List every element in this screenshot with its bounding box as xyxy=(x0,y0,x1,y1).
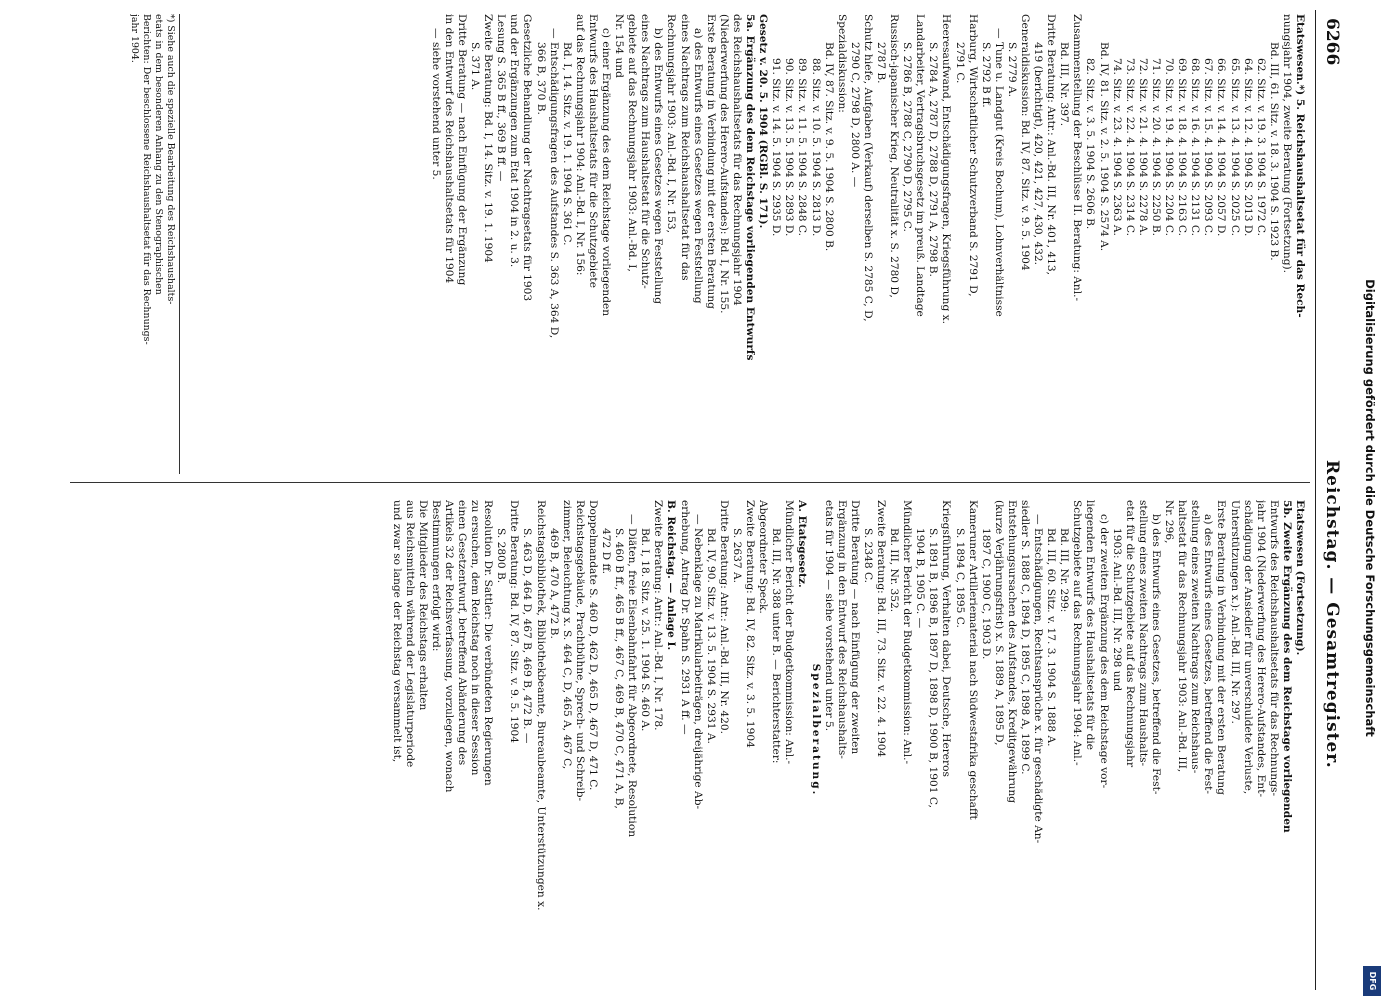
right-column-line: Entwurfs des Reichshaushaltsetats für das Rechnungs- xyxy=(1267,500,1280,797)
right-column-line: Etatswesen (Fortsetzung). xyxy=(1294,500,1306,656)
left-column-line: 2790 C, 2798 D, 2800 A. — xyxy=(848,42,861,188)
left-column-line: Gesetzliche Behandlung der Nachtragsetats für 1903 xyxy=(521,14,534,302)
left-column-line: 71. Sitz. v. 20. 4. 1904 S. 2250 B. xyxy=(1149,58,1162,237)
left-column-line: S. 2786 B, 2788 C, 2790 D, 2795 C. xyxy=(901,42,914,232)
right-column-line: Bd. III, Nr. 352. xyxy=(888,528,901,613)
left-column-line: Lesung S. 365 B ff., 369 B ff. — xyxy=(495,14,508,182)
left-column-line: Bd. IV, 87. Sitz. v. 9. 5. 1904 S. 2800 B. xyxy=(822,42,835,252)
credit-text: Digitalisierung gefördert durch die Deutsche Forschungsgemeinschaft xyxy=(1363,279,1377,737)
right-column-line: Entstehungsursachen des Aufstandes, Kreditgewährung xyxy=(1005,500,1018,804)
left-column-line: in den Entwurf des Reichshaushaltsetats für 1904 xyxy=(442,14,455,284)
left-column-line: nungsjahr 1904, zweite Beratung (Fortsetzung). xyxy=(1280,14,1293,273)
left-column xyxy=(429,14,1306,474)
right-column-line: einen Gesetzentwurf, betreffend Abänderung des xyxy=(456,500,468,766)
right-column-line: 5b. Zweite Ergänzung des dem Reichstage vorliegenden xyxy=(1280,500,1293,833)
right-column-line: Spezialberatung. xyxy=(809,663,822,797)
column-divider xyxy=(70,482,1310,483)
right-column-line: Zweite Beratung: Bd. III, 73. Sitz. v. 22. 4. 1904 xyxy=(875,500,887,758)
right-column-line: und zwar so lange der Reichstag versammelt ist, xyxy=(390,500,403,763)
right-column-line: A. Etatsgesetz. xyxy=(796,500,809,588)
left-column-line: S. 2779 A. xyxy=(1005,42,1018,97)
right-column-line: Kriegsführung, Verhalten dabei, Deutsche, Hereros xyxy=(940,500,953,777)
right-column-line: (kurze Verjährungsfrist) x. S. 1889 A, 1895 D, xyxy=(992,500,1005,746)
left-column-line: Schutz hiefe, Aufgaben (Verkauf) derselben S. 2785 C, D, xyxy=(861,14,874,322)
left-column-line: b) des Entwurfs eines Gesetzes wegen Feststellung xyxy=(652,28,665,305)
right-column-line: Abgeordneter Speck. xyxy=(757,500,770,614)
right-column-line: Bd. IV, 90. Sitz. v. 13. 5. 1904 S. 2931 A. xyxy=(704,528,717,744)
left-column-line: 91. Sitz. v. 14. 5. 1904 S. 2935 D. xyxy=(770,58,783,237)
right-column-line: etat für die Schutzgebiete auf das Rechnungsjahr xyxy=(1123,500,1136,768)
right-column-line: Ergänzung in den Entwurf des Reichshaushalts- xyxy=(835,500,848,759)
right-column-line: siedler S. 1888 C, 1894 D, 1895 C, 1898 A, 1899 C. xyxy=(1019,500,1032,775)
left-column-line: 90. Sitz. v. 13. 5. 1904 S. 2893 D. xyxy=(783,58,796,237)
left-column-line: (Niederwerfung des Herero-Aufstandes): Bd. I, Nr. 155. xyxy=(717,14,730,314)
right-column-line: S. 1894 C, 1895 C. xyxy=(953,528,966,628)
right-column-line: zu ersuchen, dem Reichstag noch in dieser Session xyxy=(469,500,482,776)
right-column-line: 1904 B, 1905 C. — xyxy=(914,528,927,629)
right-column-line: 1897 C, 1900 C, 1903 D. xyxy=(979,528,992,660)
right-column-line: S. 2637 A. xyxy=(730,528,743,583)
left-column-line: a) des Entwurfs eines Gesetzes wegen Feststellung xyxy=(691,28,704,304)
left-column-line: — siehe vorstehend unter 5. xyxy=(429,28,442,180)
left-column-line: Erste Beratung in Verbindung mit der ersten Beratung xyxy=(704,14,717,309)
right-column-line: liegenden Entwurfs des Haushaltsetats für die xyxy=(1084,500,1097,751)
left-column-line: Harburg, Wirtschaftlicher Schutzverband S. 2791 D, xyxy=(966,14,979,297)
right-column-line: 1903: Anl.-Bd. III, Nr. 298 und xyxy=(1110,528,1123,692)
right-column-line: erhebung, Antrag Dr. Spahn S. 2931 A ff. — xyxy=(678,500,691,735)
digitization-credit xyxy=(1361,38,1383,978)
right-column-line: Bd. III, Nr. 299: xyxy=(1058,528,1071,613)
register-page xyxy=(60,0,1350,1000)
right-column-line: S. 460 B ff., 465 B ff., 467 C, 469 B, 470 C, 471 A, B, xyxy=(613,528,626,809)
left-column-line: 366 B, 370 B. xyxy=(534,42,547,115)
left-column-line: 2791 C. xyxy=(953,42,966,84)
dfg-logo: DFG xyxy=(1363,966,1381,996)
right-column-line: Reichstagsgebäude, Prachtbühne, Sprech- und Schreib- xyxy=(573,500,586,802)
right-column-line: Dritte Beratung — nach Einfügung der zweiten xyxy=(848,500,861,755)
left-column-line: 89. Sitz. v. 11. 5. 1904 S. 2848 C. xyxy=(796,58,809,236)
left-column-line: und der Ergänzungen zum Etat 1904 in 2. u. 3. xyxy=(508,14,521,268)
left-column-line: 66. Sitz. v. 14. 4. 1904 S. 2057 D. xyxy=(1215,58,1228,237)
left-column-line: 88. Sitz. v. 10. 5. 1904 S. 2813 D. xyxy=(809,58,822,237)
right-column-line: c) der zweiten Ergänzung des dem Reichstage vor- xyxy=(1097,514,1110,789)
right-column-line: Artikels 32 der Reichsverfassung, vorzulegen, wonach xyxy=(442,500,455,793)
right-column-line: Doppelmandate S. 460 D, 462 D, 465 D, 467 D, 471 C. xyxy=(586,500,599,791)
left-column-line: Bd. III, Nr. 397. xyxy=(1058,42,1071,127)
right-column-line: Erste Beratung in Verbindung mit der ersten Beratung xyxy=(1215,500,1228,795)
header-rule xyxy=(1315,10,1316,990)
right-column-line: Resolution Dr. Sattler: Die verbündeten Regierungen xyxy=(482,500,495,786)
left-column-line: Bd. IV, 81. Sitz. v. 2. 5. 1904 S. 2574 A. xyxy=(1097,42,1110,252)
left-column-line: Generaldiskussion: Bd. IV, 87. Sitz. v. 9. 5. 1904 xyxy=(1019,14,1032,271)
left-column-line: Dritte Beratung: Antr.: Anl.-Bd. III, Nr. 401, 413, xyxy=(1045,14,1058,275)
right-column-line: schädigung der Ansiedler für unverschuldete Verluste, xyxy=(1241,500,1254,795)
right-column-line: stellung eines zweiten Nachtrags zum Reichshaus- xyxy=(1189,500,1202,774)
left-column-line: 82. Sitz. v. 3. 5. 1904 S. 2606 B. xyxy=(1084,58,1097,230)
right-column-line: jahr 1904 (Niederwerfung des Herero-Aufstandes, Ent- xyxy=(1254,500,1267,798)
right-column-line: Bestimmungen erfolgt wird: xyxy=(429,500,442,652)
left-column-line: — Tune u. Landgut (Kreis Bochum), Lohnverhältnisse xyxy=(992,28,1005,317)
right-column-line: — Entschädigungen, Rechtsansprüche x. für geschädigte An- xyxy=(1032,514,1045,844)
right-column-line: Schutzgebiete auf das Rechnungsjahr 1904: Anl.- xyxy=(1071,500,1084,766)
left-column-line: Russisch-japanischer Krieg, Neutralität x. S. 2780 D, xyxy=(888,14,901,298)
right-column-line: Zweite Beratung: Bd. IV, 82. Sitz. v. 3. 5. 1904 xyxy=(744,500,757,748)
right-column-line: Kameruner Artilleriematerial nach Südwestafrika geschafft xyxy=(966,500,979,820)
right-column-line: zimmer, Beleuchtung x. S. 464 C, D, 465 A, 467 C, xyxy=(560,500,573,770)
left-column-line: Gesetz v. 20. 5. 1904 (RGBl. S. 171). xyxy=(757,14,770,229)
left-column-line: Heeresaufwand, Entschädigungsfragen, Kriegsführung x. xyxy=(940,14,953,324)
left-column-line: Spezialdiskussion: xyxy=(835,14,848,113)
left-column-line: S. 2792 B ff. xyxy=(979,42,992,108)
left-column-line: 74. Sitz. v. 23. 4. 1904 S. 2363 A. xyxy=(1110,58,1123,236)
right-column-line: stellung eines zweiten Nachtrags zum Haushalts- xyxy=(1136,500,1149,767)
right-column-line: Mündlicher Bericht der Budgetkommission: Anl.- xyxy=(783,500,796,765)
right-column-line: haltsetat für das Rechnungsjahr 1903: Anl.-Bd. III, xyxy=(1176,500,1189,773)
left-column-line: Bd. I, 14. Sitz. v. 19. 1. 1904 S. 361 C. xyxy=(560,42,573,246)
right-column-line: Bd. I, 18. Sitz. v. 25. 1. 1904 S. 460 A. xyxy=(639,528,652,732)
footnote-line: *) Siehe auch die spezielle Bearbeitung des Reichshaushalts- xyxy=(165,14,176,305)
footnote-line: jahr 1904. xyxy=(129,14,140,63)
right-column-line: Bd. III, Nr. 388 unter B. — Berichterstatter: xyxy=(770,528,783,764)
left-column-line: c) einer Ergänzung des dem Reichstage vorliegenden xyxy=(600,28,613,317)
right-column-line: B. Reichstag. — Anlage I. xyxy=(665,500,678,651)
right-column-line: 469 B, 470 A, 472 B. xyxy=(547,528,560,639)
right-column-line: S. 2800 B. xyxy=(495,528,508,584)
right-column-line: b) des Entwurfs eines Gesetzes, betreffend die Fest- xyxy=(1149,514,1162,795)
left-column-line: auf das Rechnungsjahr 1904: Anl.-Bd. I, Nr. 156: xyxy=(573,14,586,276)
left-column-line: Rechnungsjahr 1903: Anl.-Bd. I, Nr. 153, xyxy=(665,14,678,233)
right-column-line: Dritte Beratung: Antr.: Anl.-Bd. III, Nr. 420. xyxy=(717,500,730,734)
left-column-line: Etatswesen.*) 5. Reichshaushaltsetat für das Rech- xyxy=(1294,14,1306,318)
left-column-line: 419 (berichtigt), 420, 421, 427, 430, 432. xyxy=(1032,42,1045,265)
right-column xyxy=(389,500,1306,960)
right-column-line: Dritte Beratung: Bd. IV, 87. Sitz. v. 9. 5. 1904 xyxy=(508,500,521,743)
right-column-line: Die Mitglieder des Reichstags erhalten xyxy=(416,500,429,711)
left-column-line: eines Nachtrags zum Haushaltsetat für die Schutz- xyxy=(639,14,652,289)
footnote-line: etats in dem besonderen Anhang zu den Stenographischen xyxy=(153,14,164,295)
left-column-line: Nr. 154 und xyxy=(613,14,626,78)
left-column-line: Bd. III, 61. Sitz. v. 18. 3. 1904 S. 1923 B. xyxy=(1267,42,1280,261)
running-title: Reichstag. — Gesamtregister. xyxy=(1322,460,1342,769)
right-column-line: Zweite Beratung: Antr.: Anl.-Bd. I, Nr. 178. xyxy=(652,500,665,731)
right-column-line: Mündlicher Bericht der Budgetkommission: Anl.- xyxy=(901,500,914,765)
left-column-line: Entwurfs des Haushaltsetats für die Schutzgebiete xyxy=(586,14,599,288)
left-column-line: 2787 B. xyxy=(875,42,887,84)
right-column-line: S. 463 D, 464 D, 467 B, 469 B, 472 B. — xyxy=(521,528,534,744)
left-column-line: — Entschädigungsfragen des Aufstandes S. 363 A, 364 D, xyxy=(547,28,560,339)
left-column-line: Landarbeiter, Vertragsbruchsgesetz im preuß. Landtage xyxy=(914,14,927,317)
left-column-line: 70. Sitz. v. 19. 4. 1904 S. 2204 C. xyxy=(1163,58,1176,236)
right-column-line: Reichstagsbibliothek, Bibliothekbeamte, Bureaubeamte, Unterstützungen x. xyxy=(534,500,547,911)
running-head xyxy=(1318,0,1342,1000)
left-column-line: 72. Sitz. v. 21. 4. 1904 S. 2278 A. xyxy=(1136,58,1149,236)
left-column-line: 67. Sitz. v. 15. 4. 1904 S. 2093 C. xyxy=(1202,58,1215,236)
right-column-line: Unterstützungen x.): Anl.-Bd. III, Nr. 297. xyxy=(1228,500,1241,724)
footnote-line: Berichten: Der beschlossene Reichshaushaltsetat für das Rechnungs- xyxy=(141,14,152,345)
left-column-line: gebiete auf das Rechnungsjahr 1903: Anl.-Bd. I, xyxy=(626,14,639,272)
left-column-line: 62. Sitz. v. 19. 3. 1904 S. 1972 C. xyxy=(1254,58,1267,236)
left-column-line: 73. Sitz. v. 22. 4. 1904 S. 2314 C. xyxy=(1123,58,1136,236)
right-column-line: Bd. III, 60. Sitz. v. 17. 3. 1904 S. 1888 A. xyxy=(1045,528,1058,747)
right-column-line: aus Reichsmitteln während der Legislaturperiode xyxy=(403,500,416,768)
left-column-line: S. 2784 A, 2787 D, 2788 D, 2791 A, 2798 B. xyxy=(927,42,940,277)
footnote xyxy=(128,14,180,474)
left-column-line: eines Nachtrags zum Reichshaushaltsetat für das xyxy=(678,14,691,281)
left-column-line: 5a. Ergänzung des dem Reichstage vorliegenden Entwurfs xyxy=(744,14,757,361)
left-column-line: S. 371 A. xyxy=(469,42,482,91)
left-column-line: 69. Sitz. v. 18. 4. 1904 S. 2163 C. xyxy=(1176,58,1189,236)
left-column-line: 64. Sitz. v. 12. 4. 1904 S. 2013 D. xyxy=(1241,58,1254,237)
right-column-line: S. 1891 B, 1896 B, 1897 D, 1898 D, 1900 B, 1901 C, xyxy=(927,528,940,808)
left-column-line: 65. Sitz. v. 13. 4. 1904 S. 2025 C. xyxy=(1228,58,1241,236)
page-number: 6266 xyxy=(1322,18,1342,66)
right-column-line: — Diäten, freie Eisenbahnfahrt für Abgeordnete, Resolution xyxy=(626,514,639,838)
left-column-line: 68. Sitz. v. 16. 4. 1904 S. 2131 C. xyxy=(1189,58,1202,236)
left-column-line: des Reichshaushaltsetats für das Rechnungsjahr 1904 xyxy=(730,14,743,306)
right-column-line: 472 D ff. xyxy=(600,528,613,574)
right-column-line: — Nebenklage zu Matrikularbeiträgen, dreijährige Ab- xyxy=(691,514,704,810)
left-column-line: Zusammenstellung der Beschlüsse II. Beratung: Anl.- xyxy=(1071,14,1084,302)
left-column-line: Zweite Beratung: Bd. I, 14. Sitz. v. 19. 1. 1904 xyxy=(482,14,495,263)
right-column-line: a) des Entwurfs eines Gesetzes, betreffend die Fest- xyxy=(1202,514,1215,794)
right-column-line: etats für 1904 — siehe vorstehend unter 5. xyxy=(822,500,835,732)
right-column-line: Nr. 296, xyxy=(1163,500,1176,544)
right-column-line: S. 2348 C. xyxy=(861,528,874,584)
left-column-line: Dritte Beratung — nach Einfügung der Ergänzung xyxy=(456,14,468,286)
